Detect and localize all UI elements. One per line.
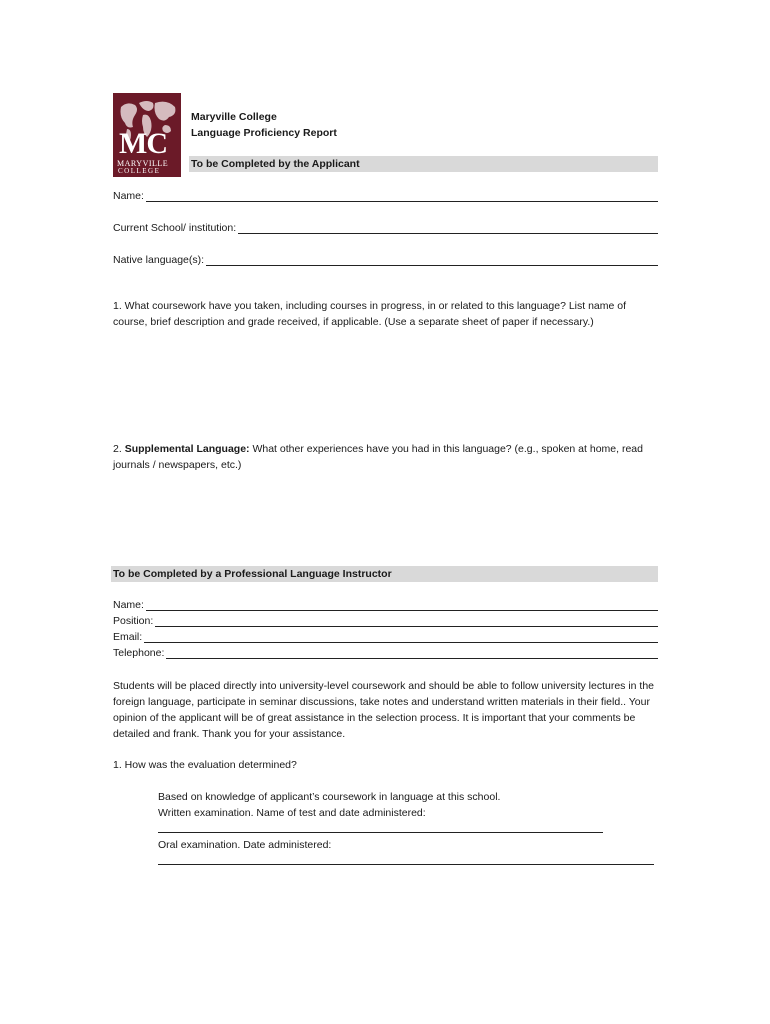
written-exam-line[interactable] (158, 832, 603, 833)
college-logo (113, 93, 181, 177)
instructor-email-field[interactable] (113, 631, 658, 643)
college-name: Maryville College (191, 111, 277, 123)
instructor-email-line[interactable] (144, 632, 658, 643)
applicant-name-field[interactable] (113, 190, 658, 202)
applicant-school-field[interactable] (113, 222, 658, 234)
instructor-telephone-field[interactable] (113, 647, 658, 659)
instructor-telephone-label: Telephone: (113, 647, 165, 659)
oral-exam-line[interactable] (158, 864, 654, 865)
instructor-intro-paragraph: Students will be placed directly into university-level coursework and should be able to follow university lectures in the foreign language, participate in seminar discussions, take notes and understand written materials in their field.. Your opinion of the applicant will be of great assistance in the selection process. It is important that your comments be detailed and frank. Thank you for your assistance. (113, 680, 655, 740)
instructor-name-line[interactable] (146, 600, 658, 611)
applicant-school-line[interactable] (238, 223, 658, 234)
instructor-position-label: Position: (113, 615, 154, 627)
instructor-section-heading: To be Completed by a Professional Language Instructor (111, 566, 658, 582)
instructor-name-label: Name: (113, 599, 144, 611)
applicant-section-heading: To be Completed by the Applicant (189, 156, 658, 172)
report-title: Language Proficiency Report (191, 127, 337, 139)
logo-monogram: MC (119, 127, 167, 160)
instructor-telephone-line[interactable] (166, 648, 658, 659)
instructor-name-field[interactable] (113, 599, 658, 611)
evaluation-question: 1. How was the evaluation determined? (113, 759, 297, 771)
logo-name-top: MARYVILLE (117, 159, 169, 168)
applicant-native-language-label: Native language(s): (113, 254, 205, 266)
question-2-number: 2. (113, 443, 122, 455)
applicant-native-language-line[interactable] (206, 255, 658, 266)
question-2-heading: Supplemental Language: (124, 443, 250, 455)
instructor-position-field[interactable] (113, 615, 658, 627)
applicant-name-label: Name: (113, 190, 144, 202)
question-2-text: What other experiences have you had in this language? (e.g., spoken at home, read journals / newspapers, etc.) (113, 443, 643, 471)
question-1: 1. What coursework have you taken, including courses in progress, in or related to this language? List name of course, brief description and grade received, if applicable. (Use a separate sheet of paper if necessary.) (113, 300, 627, 328)
question-2 (113, 441, 658, 473)
instructor-position-line[interactable] (155, 616, 658, 627)
applicant-native-language-field[interactable] (113, 254, 658, 266)
applicant-name-line[interactable] (146, 191, 658, 202)
option-oral-exam: Oral examination. Date administered: (158, 839, 332, 851)
logo-name-bottom: COLLEGE (118, 167, 161, 175)
option-written-exam: Written examination. Name of test and date administered: (158, 807, 426, 819)
option-coursework-knowledge: Based on knowledge of applicant’s coursework in language at this school. (158, 791, 501, 803)
applicant-school-label: Current School/ institution: (113, 222, 237, 234)
instructor-email-label: Email: (113, 631, 143, 643)
